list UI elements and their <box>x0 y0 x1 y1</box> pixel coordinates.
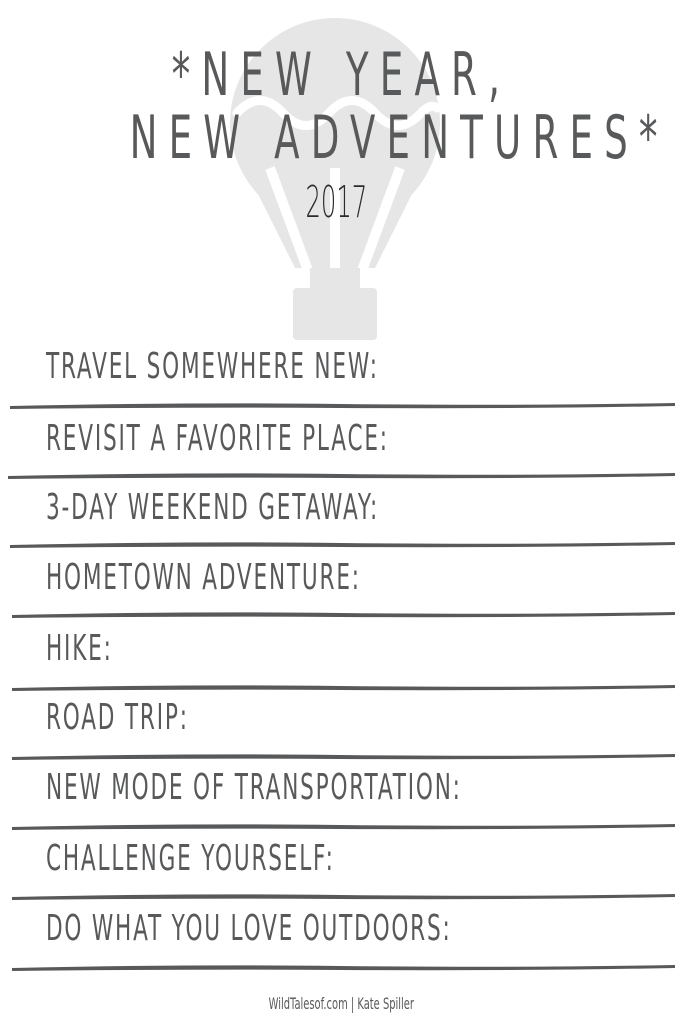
list-item-label: REVISIT A FAVORITE PLACE: <box>46 418 389 459</box>
list-item-label: TRAVEL SOMEWHERE NEW: <box>46 346 379 387</box>
write-in-line <box>0 399 683 411</box>
list-item-label: ROAD TRIP: <box>46 697 189 738</box>
list-item-label: DO WHAT YOU LOVE OUTDOORS: <box>46 908 452 949</box>
footer-credit: WildTalesof.com | Kate Spiller <box>268 994 414 1013</box>
page-title-line-2: NEW ADVENTURES* <box>129 103 669 173</box>
list-item-label: HOMETOWN ADVENTURE: <box>46 557 361 598</box>
list-item-label: CHALLENGE YOURSELF: <box>46 838 335 879</box>
write-in-line <box>0 820 683 832</box>
write-in-line <box>0 750 683 762</box>
write-in-line <box>0 538 683 550</box>
write-in-line <box>0 681 683 693</box>
list-item-label: HIKE: <box>46 628 113 669</box>
year-label: 2017 <box>305 177 368 228</box>
page-title-line-1: *NEW YEAR, <box>171 40 512 110</box>
write-in-line <box>0 469 683 481</box>
write-in-line <box>0 890 683 902</box>
write-in-line <box>0 961 683 973</box>
write-in-line <box>0 608 683 620</box>
list-item-label: 3-DAY WEEKEND GETAWAY: <box>46 487 380 528</box>
list-item-label: NEW MODE OF TRANSPORTATION: <box>46 767 462 808</box>
